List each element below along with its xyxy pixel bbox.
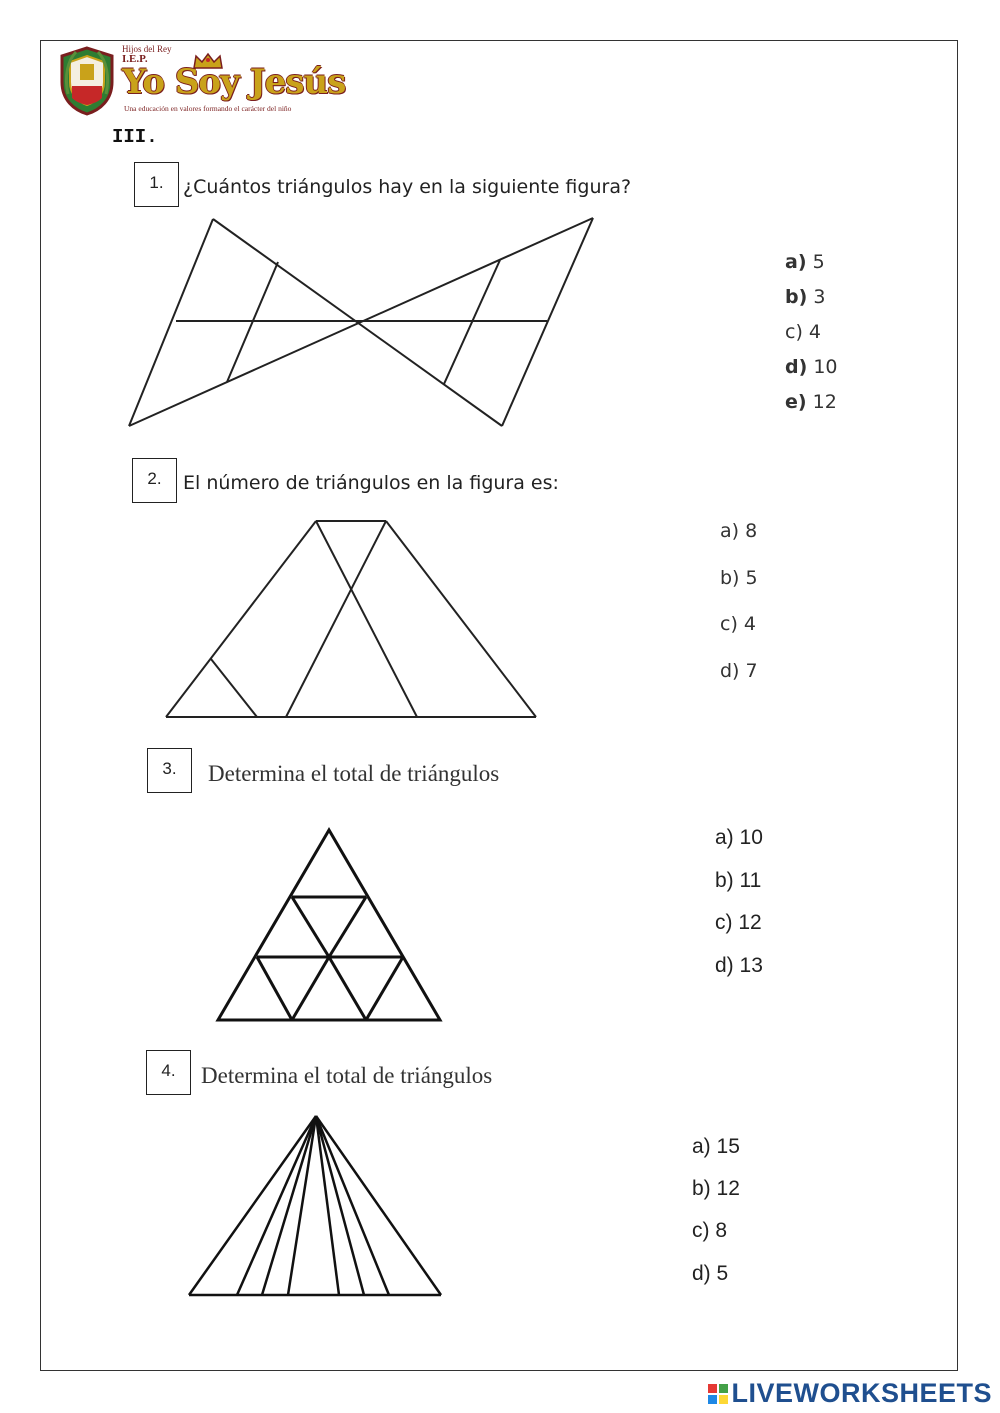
q1-option-d[interactable]: d) 10 <box>785 356 838 378</box>
q4-option-b[interactable]: b) 12 <box>692 1177 740 1200</box>
q2-option-c[interactable]: c) 4 <box>720 613 756 635</box>
q3-option-a[interactable]: a) 10 <box>715 826 763 849</box>
logo-tagline: Una educación en valores formando el carácter del niño <box>124 104 292 113</box>
q3-option-d[interactable]: d) 13 <box>715 954 763 977</box>
q3-option-c[interactable]: c) 12 <box>715 911 762 934</box>
question-1-text: ¿Cuántos triángulos hay en la siguiente figura? <box>183 176 632 198</box>
q2-option-b[interactable]: b) 5 <box>720 567 758 589</box>
q1-option-c[interactable]: c) 4 <box>785 321 821 343</box>
question-1-number: 1. <box>134 162 179 207</box>
question-2-text: El número de triángulos en la figura es: <box>183 472 559 494</box>
q1-option-b[interactable]: b) 3 <box>785 286 826 308</box>
question-2-number: 2. <box>132 458 177 503</box>
liveworksheets-logo-icon <box>708 1384 728 1404</box>
q1-option-e[interactable]: e) 12 <box>785 391 837 413</box>
q2-option-a[interactable]: a) 8 <box>720 520 758 542</box>
question-3-text: Determina el total de triángulos <box>208 761 500 786</box>
question-4-text: Determina el total de triángulos <box>201 1063 493 1088</box>
q4-option-a[interactable]: a) 15 <box>692 1135 740 1158</box>
q1-option-a[interactable]: a) 5 <box>785 251 825 273</box>
question-4-number: 4. <box>146 1050 191 1095</box>
logo-school-text: I.E.P. <box>122 53 148 65</box>
brand-text: LIVEWORKSHEETS <box>731 1378 992 1408</box>
q4-option-d[interactable]: d) 5 <box>692 1262 729 1285</box>
logo-top-text: Hijos del Rey <box>122 44 172 54</box>
liveworksheets-brand <box>708 1378 992 1409</box>
question-3-number: 3. <box>147 748 192 793</box>
q4-option-c[interactable]: c) 8 <box>692 1219 728 1242</box>
logo-title: Yo Soy Jesús <box>122 62 346 102</box>
section-label: III. <box>112 126 158 148</box>
q3-option-b[interactable]: b) 11 <box>715 869 762 892</box>
q2-option-d[interactable]: d) 7 <box>720 660 758 682</box>
